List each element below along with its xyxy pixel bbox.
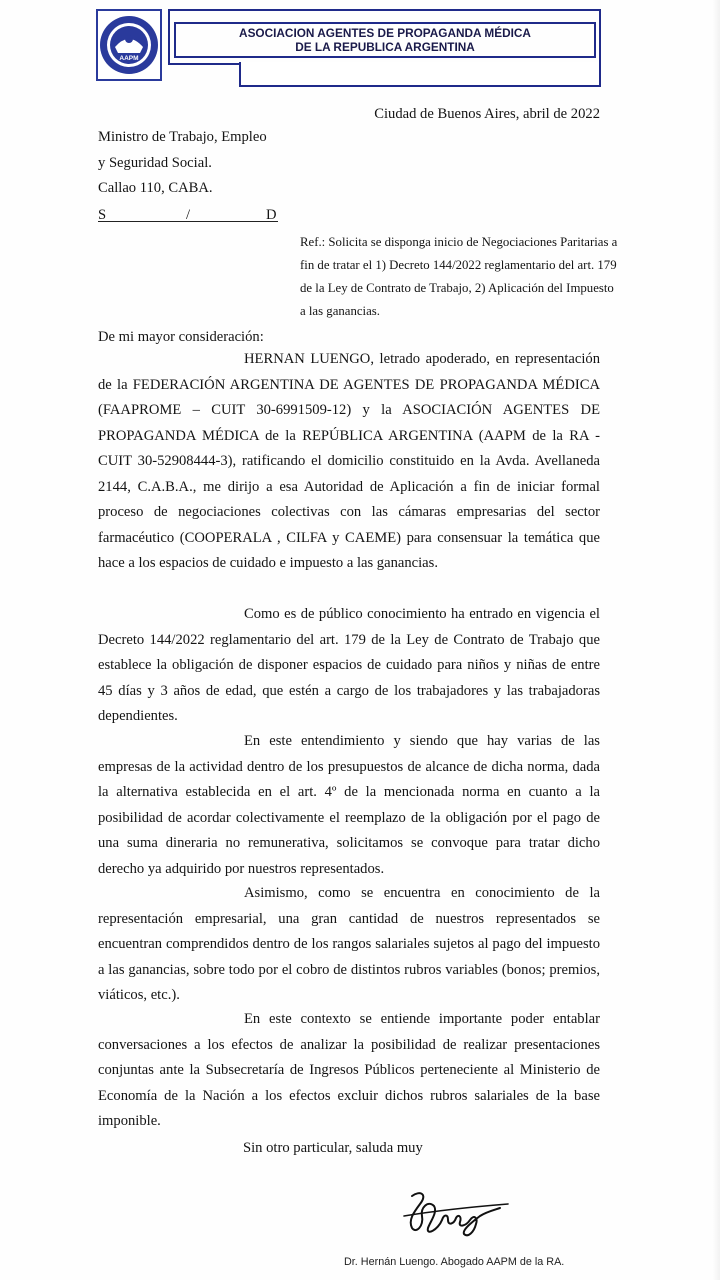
salutation-slash: / (186, 207, 191, 223)
closing-line: Sin otro particular, saluda muy (243, 1140, 423, 1156)
header-title-line1: ASOCIACION AGENTES DE PROPAGANDA MÉDICA (239, 26, 531, 40)
body-paragraph-5: En este contexto se entiende importante poder entablar conversaciones a los efectos de analizar la posibilidad de realizar presentaciones conjuntas ante la Subsecretaría de Ingresos Públicos perteneciente al Ministerio de Economía de la Nación a los efectos excluir dichos rubros salariales de la base imponible. (98, 1011, 600, 1129)
handwritten-signature (398, 1186, 514, 1242)
header-tab-frame (239, 62, 601, 87)
salutation-s: S (98, 207, 107, 223)
body-paragraph-3: En este entendimiento y siendo que hay varias de las empresas de la actividad dentro de los presupuestos de alcance de dicha norma, dada la alternativa establecida en el art. 4º de la mencionada norma en cuanto a la posibilidad de acordar colectivamente el reemplazo de la obligación por el pago de una suma dineraria no remunerativa, solicitamos se convoque para tratar dicho derecho ya adquirido por nuestros representados. (98, 733, 600, 877)
salutation-d: D (266, 207, 277, 223)
recipient-line1: Ministro de Trabajo, Empleo (98, 129, 267, 145)
recipient-line2: y Seguridad Social. (98, 155, 212, 171)
svg-text:AAPM: AAPM (119, 55, 139, 62)
signature-name: Dr. Hernán Luengo. Abogado AAPM de la RA. (344, 1256, 565, 1268)
salutation-underline (98, 221, 278, 222)
body-paragraph-2: Como es de público conocimiento ha entrado en vigencia el Decreto 144/2022 reglamentario del art. 179 de la Ley de Contrato de Trabajo que establece la obligación de disponer espacios de cuidado para niños y niñas de entre 45 días y 3 años de edad, que estén a cargo de los trabajadores y las trabajadoras dependientes. (98, 606, 600, 724)
header-title-line2: DE LA REPUBLICA ARGENTINA (295, 40, 475, 54)
aapm-logo-seal (96, 9, 162, 81)
recipient-line3: Callao 110, CABA. (98, 180, 213, 196)
greeting: De mi mayor consideración: (98, 329, 264, 345)
page-edge-shadow (712, 0, 720, 1280)
reference-block: Ref.: Solicita se disponga inicio de Negociaciones Paritarias a fin de tratar el 1) Decreto 144/2022 reglamentario del art. 179 de la Ley de Contrato de Trabajo, 2) Aplicación del Impuesto a las ganancias. (300, 235, 618, 318)
header-title-box (174, 22, 596, 58)
city-date: Ciudad de Buenos Aires, abril de 2022 (374, 106, 600, 122)
body-paragraph-1: HERNAN LUENGO, letrado apoderado, en representación de la FEDERACIÓN ARGENTINA DE AGENTES DE PROPAGANDA MÉDICA (FAAPROME – CUIT 30-6991509-12) y la ASOCIACIÓN AGENTES DE PROPAGANDA MÉDICA de la REPÚBLICA ARGENTINA (AAPM de la RA - CUIT 30-52908444-3), ratificando el domicilio constituido en la Avda. Avellaneda 2144, C.A.B.A., me dirijo a esa Autoridad de Aplicación a fin de iniciar formal proceso de negociaciones colectivas con las cámaras empresarias del sector farmacéutico (COOPERALA , CILFA y CAEME) para consensuar la temática que hace a los espacios de cuidado e impuesto a las ganancias. (98, 351, 600, 571)
body-paragraph-4: Asimismo, como se encuentra en conocimiento de la representación empresarial, una gran cantidad de nuestros representados se encuentran comprendidos dentro de los rangos salariales sujetos al pago del impuesto a las ganancias, sobre todo por el cobro de distintos rubros variables (bonos; premios, viáticos, etc.). (98, 885, 600, 1003)
